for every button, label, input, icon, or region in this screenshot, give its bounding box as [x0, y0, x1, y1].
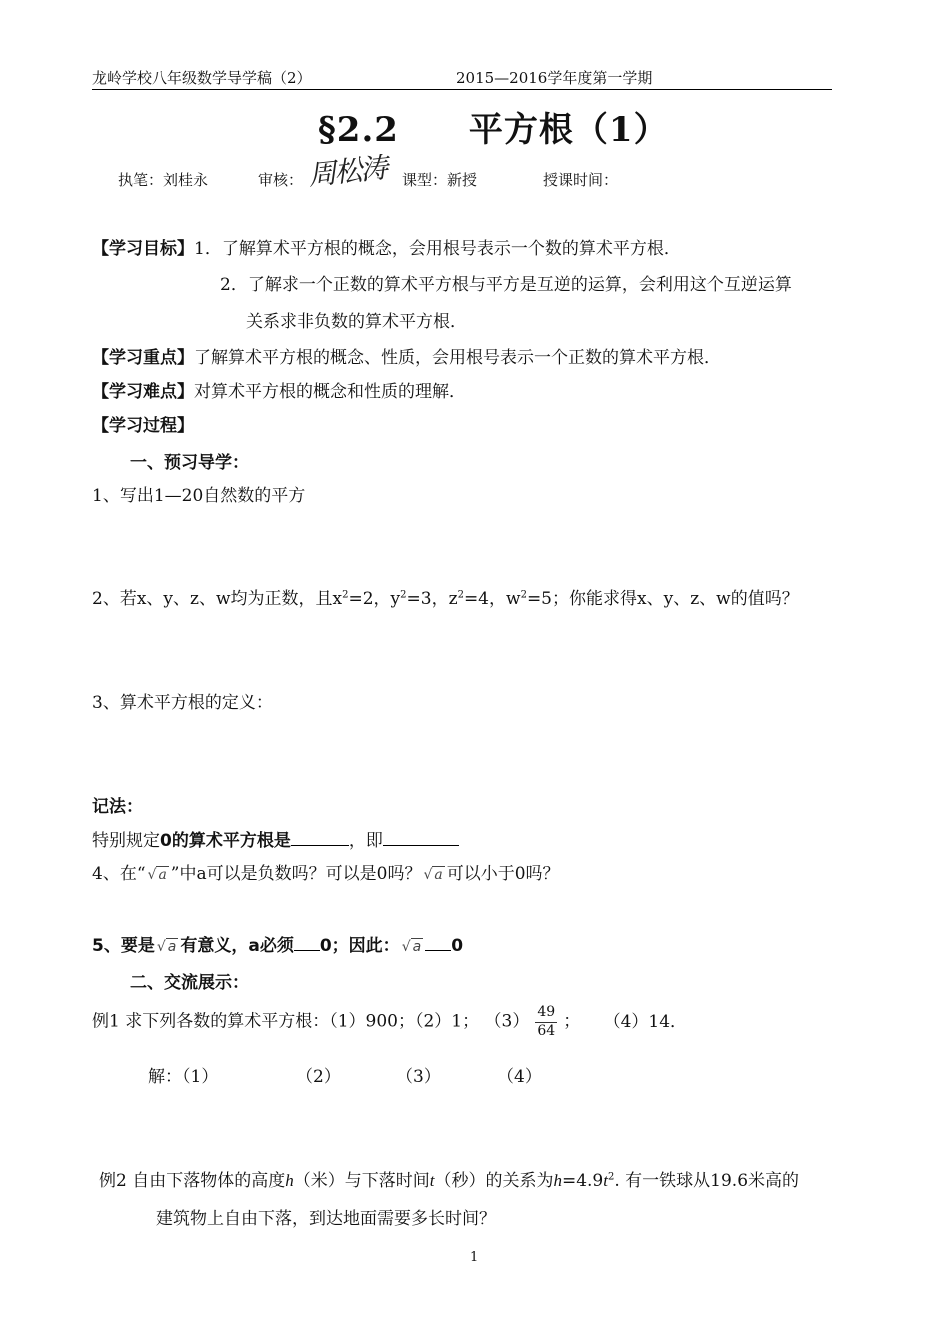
var-h-2: h	[553, 1171, 562, 1190]
key-points	[92, 343, 721, 368]
author: 执笔：刘桂永	[118, 171, 209, 189]
example-2-e: . 有一铁球从19.6米高的	[614, 1171, 800, 1191]
reviewer-label: 审核：	[258, 171, 304, 189]
objective-1: 1．了解算术平方根的概念，会用根号表示一个数的算术平方根．	[194, 239, 681, 259]
blank-1[interactable]	[291, 829, 349, 846]
q2-sup-w: 2	[520, 589, 527, 601]
question-3: 3、算术平方根的定义：	[92, 693, 273, 713]
example-2-line-1	[99, 1166, 799, 1191]
example-1-c: ；	[563, 1011, 581, 1032]
q2-part-d: =4，w	[463, 589, 521, 609]
solution-3: （3）	[396, 1067, 441, 1087]
q2-part-c: =3，z	[406, 589, 458, 609]
difficulties-label: 【学习难点】	[92, 382, 194, 402]
objective-2-line-2: 关系求非负数的算术平方根．	[246, 312, 467, 332]
objectives-row-1	[92, 234, 681, 259]
example-2-d: =4.9	[561, 1171, 604, 1191]
q4-part-b: ”中a可以是负数吗？可以是0吗？	[170, 864, 422, 884]
reviewer-signature: 周松涛	[306, 151, 388, 192]
example-1	[92, 1004, 687, 1040]
special-rule-c: ，即	[348, 831, 383, 851]
section-exchange: 二、交流展示：	[130, 973, 249, 993]
page-title: §2.2 平方根（1）	[318, 110, 669, 150]
course-type: 课型：新授	[402, 171, 478, 189]
difficulties-text: 对算术平方根的概念和性质的理解．	[194, 382, 466, 402]
example-2-line-2: 建筑物上自由下落，到达地面需要多长时间？	[156, 1209, 496, 1229]
process-label: 【学习过程】	[92, 416, 194, 436]
class-time: 授课时间：	[543, 171, 619, 189]
sqrt-a-symbol-2: √ a	[423, 867, 443, 883]
example-2-c: （秒）的关系为	[434, 1171, 554, 1191]
question-2	[92, 584, 799, 609]
blank-2[interactable]	[383, 829, 459, 846]
t-squared: 2	[607, 1171, 615, 1183]
section-preview: 一、预习导学：	[130, 453, 249, 473]
objective-2-line-1: 2．了解求一个正数的算术平方根与平方是互逆的运算，会利用这个互逆运算	[220, 275, 792, 295]
example-1-b: （3）	[484, 1011, 530, 1032]
var-t: t	[429, 1171, 435, 1190]
key-points-label: 【学习重点】	[92, 348, 194, 368]
special-rule	[92, 826, 459, 851]
solution-4: （4）	[497, 1067, 542, 1087]
notation-label: 记法：	[92, 797, 143, 817]
blank-4[interactable]	[425, 934, 451, 951]
difficulties	[92, 377, 466, 402]
header-rule	[92, 89, 832, 90]
q2-part-b: =2，y	[348, 589, 401, 609]
q5-part-a: 5、要是	[92, 936, 155, 956]
q5-part-c: 0；因此：	[319, 936, 400, 956]
fraction-49-64: $\frac{49}{64}$	[537, 1004, 556, 1039]
blank-3[interactable]	[294, 934, 320, 951]
objectives-label: 【学习目标】	[92, 239, 194, 259]
special-rule-b: 0的算术平方根是	[160, 831, 291, 851]
q2-sup-z: 2	[457, 589, 464, 601]
example-1-d: （4）14．	[603, 1011, 688, 1032]
sqrt-a-symbol-4: √ a	[401, 939, 422, 955]
example-2-b: （米）与下落时间	[293, 1171, 430, 1191]
solution-2: （2）	[296, 1067, 341, 1087]
var-t-2: t	[603, 1171, 608, 1190]
q4-part-a: 4、在“	[92, 864, 146, 884]
question-4	[92, 859, 560, 884]
question-5	[92, 931, 463, 956]
sqrt-a-symbol: √ a	[147, 867, 167, 883]
special-rule-a: 特别规定	[92, 831, 160, 851]
solution-1: 解：（1）	[148, 1067, 219, 1087]
header-school: 龙岭学校八年级数学导学稿（2）	[92, 69, 312, 87]
question-1: 1、写出1—20自然数的平方	[92, 486, 306, 506]
example-1-a: 例1 求下列各数的算术平方根：（1）900；（2）1；	[92, 1011, 480, 1032]
header-term: 2015—2016学年度第一学期	[456, 69, 653, 87]
sqrt-a-symbol-3: √ a	[156, 939, 177, 955]
q5-part-b: 有意义，a必须	[180, 936, 294, 956]
q5-part-d: 0	[451, 936, 464, 956]
q4-part-c: 可以小于0吗？	[446, 864, 560, 884]
q2-part-e: =5；你能求得x、y、z、w的值吗？	[526, 589, 799, 609]
q2-sup-x: 2	[342, 589, 349, 601]
q2-part-a: 2、若x、y、z、w均为正数，且x	[92, 589, 343, 609]
example-2-a: 例2 自由下落物体的高度	[99, 1171, 286, 1191]
var-h: h	[285, 1171, 294, 1190]
page-number: 1	[470, 1250, 479, 1265]
key-points-text: 了解算术平方根的概念、性质，会用根号表示一个正数的算术平方根．	[194, 348, 721, 368]
q2-sup-y: 2	[400, 589, 407, 601]
